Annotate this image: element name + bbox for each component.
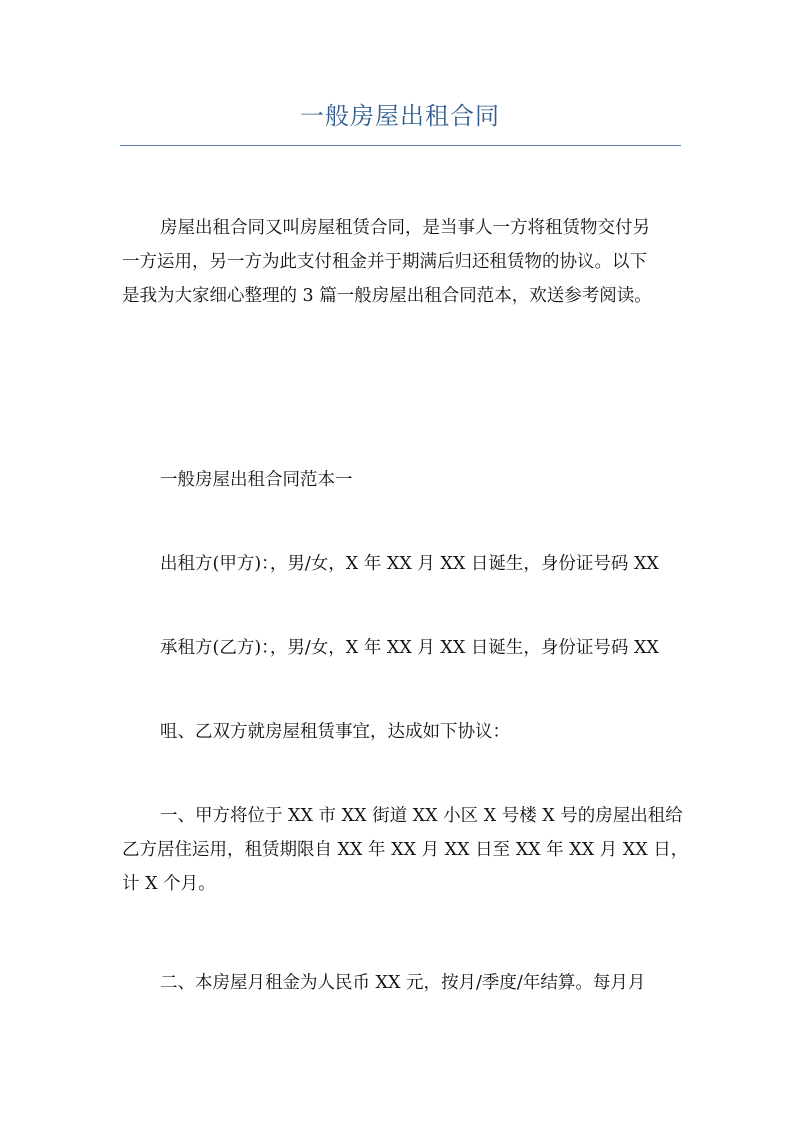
clause-1 [122,799,689,901]
document-title: 一般房屋出租合同 [300,102,500,130]
intro-line: 一方运用，另一方为此支付租金并于期满后归还租赁物的协议。以下 [122,252,647,272]
intro-line: 是我为大家细心整理的 3 篇一般房屋出租合同范本，欢送参考阅读。 [122,286,652,306]
sample-heading: 一般房屋出租合同范本一 [160,470,353,490]
clause-line: 计 X 个月。 [122,874,216,894]
clause-line: 二、本房屋月租金为人民币 XX 元，按月/季度/年结算。每月月 [160,973,646,993]
intro-line: 房屋出租合同又叫房屋租赁合同，是当事人一方将租赁物交付另 [160,218,650,238]
lessor-line: 出租方(甲方)：，男/女，X 年 XX 月 XX 日诞生，身份证号码 XX [160,554,659,574]
intro-paragraph [122,211,682,313]
lessee-line: 承租方(乙方)：，男/女，X 年 XX 月 XX 日诞生，身份证号码 XX [160,638,659,658]
clause-line: 一、甲方将位于 XX 市 XX 街道 XX 小区 X 号楼 X 号的房屋出租给 [160,806,683,826]
title-underline [120,145,681,146]
clause-2 [122,966,682,1000]
agreement-intro: 咀、乙双方就房屋租赁事宜，达成如下协议： [160,722,510,742]
clause-line: 乙方居住运用，租赁期限自 XX 年 XX 月 XX 日至 XX 年 XX 月 XX 日， [122,840,689,860]
